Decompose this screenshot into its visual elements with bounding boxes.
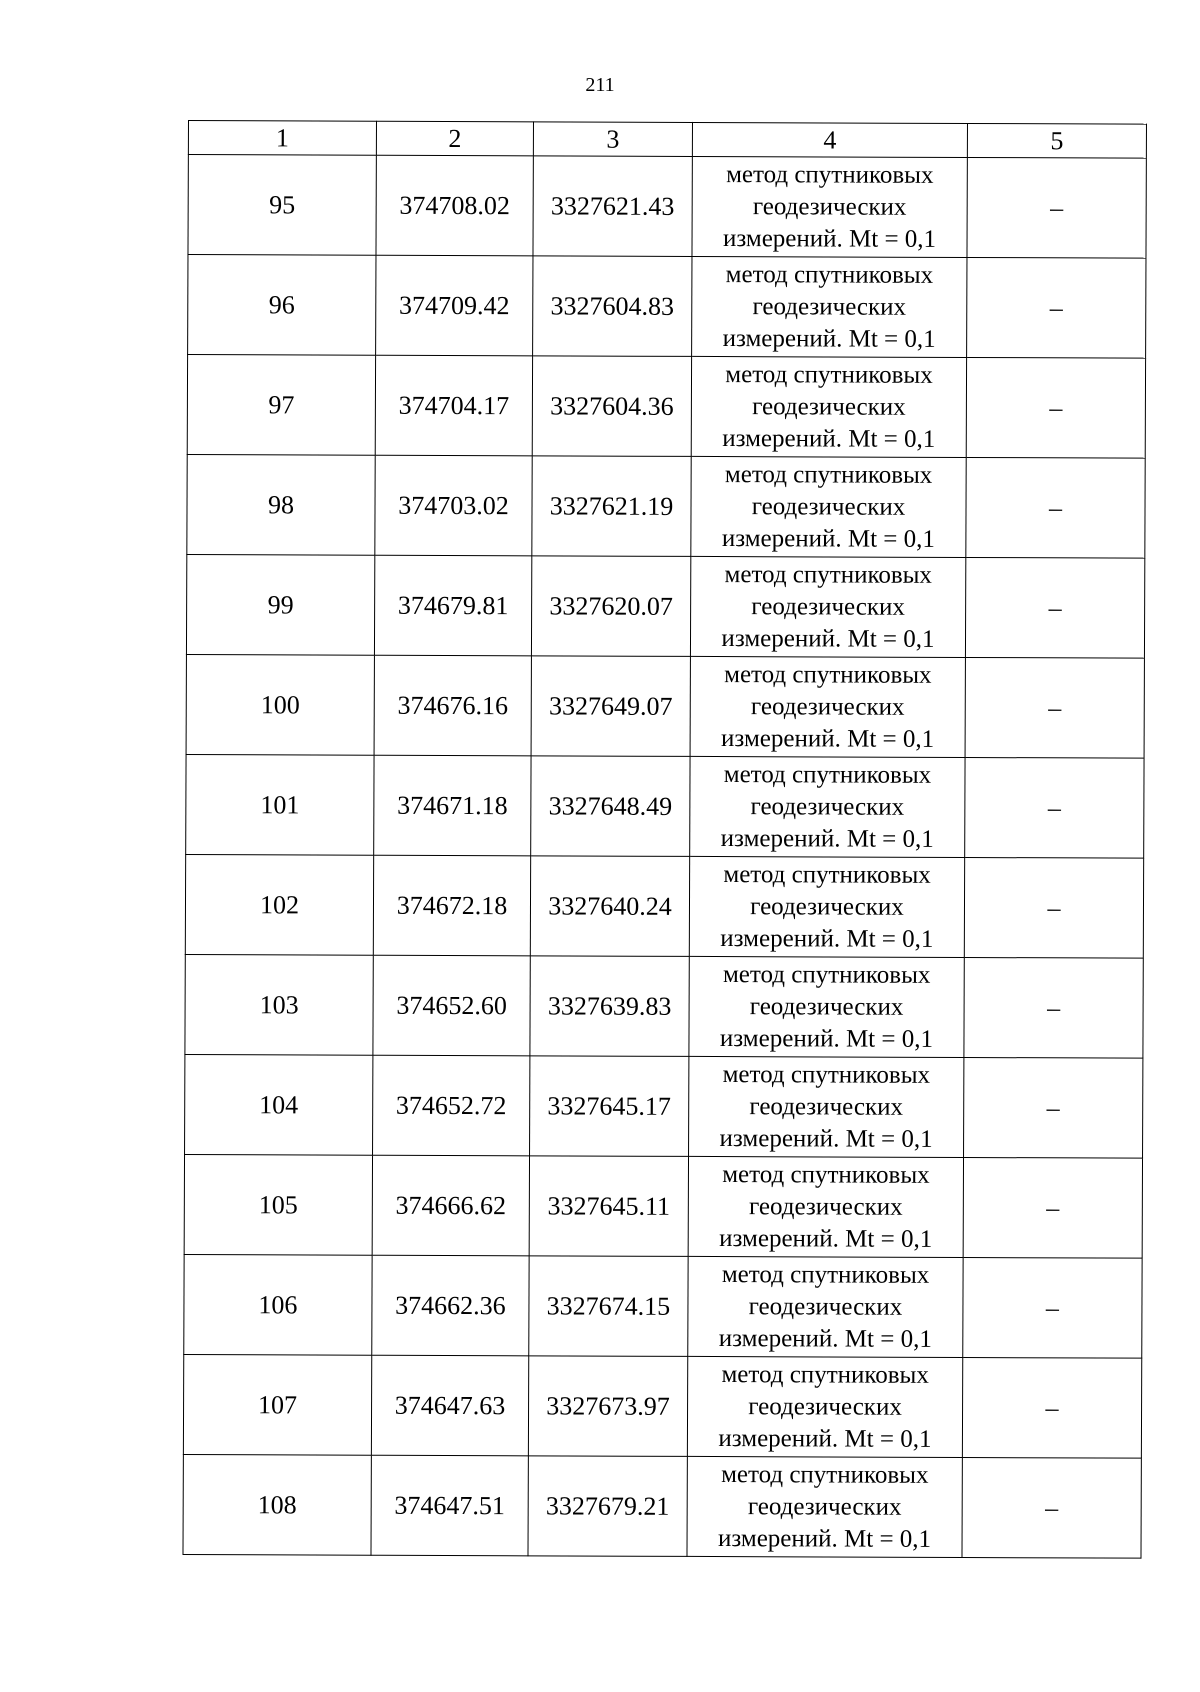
method-line: измерений. Mt = 0,1 (722, 224, 937, 253)
method-line: геодезических (748, 1292, 903, 1321)
method-cell (691, 456, 966, 557)
point-number-cell: 102 (185, 854, 373, 955)
x-coordinate-cell: 374647.63 (371, 1355, 528, 1456)
table-row (187, 454, 1145, 558)
note-cell: – (962, 1357, 1141, 1458)
method-cell (691, 356, 966, 457)
y-coordinate-cell: 3327621.19 (532, 456, 691, 557)
note-cell: – (966, 357, 1145, 458)
method-line: метод спутниковых (723, 760, 932, 789)
method-line: измерений. Mt = 0,1 (721, 524, 935, 553)
table-row (188, 155, 1146, 259)
method-line: метод спутниковых (724, 660, 932, 689)
y-coordinate-cell: 3327648.49 (531, 756, 690, 857)
point-number-cell: 106 (184, 1254, 372, 1355)
table-row (186, 754, 1144, 858)
method-cell (689, 956, 964, 1057)
table-row (183, 1354, 1141, 1458)
column-header: 4 (692, 122, 967, 157)
method-cell (689, 856, 964, 957)
point-number-cell: 108 (183, 1454, 371, 1555)
column-header: 2 (376, 121, 533, 156)
page-number: 211 (585, 74, 615, 96)
method-line: геодезических (749, 1092, 904, 1121)
y-coordinate-cell: 3327604.83 (533, 256, 692, 357)
method-cell (687, 1456, 962, 1557)
point-number-cell: 97 (187, 355, 375, 456)
x-coordinate-cell: 374652.72 (373, 1055, 530, 1156)
method-line: метод спутниковых (723, 860, 931, 889)
x-coordinate-cell: 374671.18 (374, 755, 531, 856)
note-cell: – (965, 657, 1144, 758)
method-cell (687, 1356, 962, 1457)
method-cell (690, 756, 965, 857)
method-line: измерений. Mt = 0,1 (722, 424, 936, 453)
method-line: геодезических (750, 892, 904, 921)
method-line: геодезических (747, 1492, 902, 1521)
method-line: метод спутниковых (725, 260, 934, 289)
method-cell (692, 256, 967, 357)
method-cell (692, 156, 967, 257)
note-cell: – (965, 557, 1144, 658)
method-cell (690, 556, 965, 657)
y-coordinate-cell: 3327621.43 (533, 156, 692, 257)
method-line: метод спутниковых (721, 1460, 929, 1489)
method-line: измерений. Mt = 0,1 (719, 1024, 934, 1053)
point-number-cell: 105 (184, 1154, 372, 1255)
table-row (186, 654, 1144, 758)
note-cell: – (966, 457, 1145, 558)
method-cell (690, 656, 965, 757)
method-cell (689, 1056, 964, 1157)
table-row (185, 1054, 1143, 1158)
column-header: 5 (967, 123, 1146, 158)
method-line: геодезических (751, 492, 906, 521)
y-coordinate-cell: 3327645.17 (530, 1056, 689, 1157)
x-coordinate-cell: 374704.17 (375, 355, 532, 456)
method-cell (688, 1156, 963, 1257)
point-number-cell: 95 (188, 155, 376, 256)
y-coordinate-cell: 3327639.83 (530, 956, 689, 1057)
method-line: геодезических (748, 1192, 903, 1221)
note-cell: – (964, 957, 1143, 1058)
table-row (184, 1254, 1142, 1358)
note-cell: – (963, 1157, 1142, 1258)
point-number-cell: 100 (186, 654, 374, 755)
method-line: измерений. Mt = 0,1 (720, 924, 934, 953)
x-coordinate-cell: 374676.16 (374, 655, 531, 756)
column-header: 1 (188, 121, 376, 156)
y-coordinate-cell: 3327673.97 (528, 1356, 687, 1457)
y-coordinate-cell: 3327620.07 (531, 556, 690, 657)
table-row (185, 954, 1143, 1058)
method-line: метод спутниковых (722, 1060, 931, 1089)
table-row (183, 1454, 1141, 1558)
table-row (187, 355, 1145, 459)
x-coordinate-cell: 374709.42 (376, 255, 533, 356)
method-line: измерений. Mt = 0,1 (719, 1124, 933, 1153)
method-line: метод спутниковых (725, 360, 933, 389)
point-number-cell: 107 (183, 1354, 371, 1455)
note-cell: – (967, 157, 1146, 258)
method-line: метод спутниковых (721, 1360, 929, 1389)
method-line: геодезических (750, 692, 905, 721)
table-row (186, 554, 1144, 658)
y-coordinate-cell: 3327645.11 (529, 1156, 688, 1257)
method-line: измерений. Mt = 0,1 (720, 824, 934, 853)
x-coordinate-cell: 374672.18 (373, 855, 530, 956)
method-line: измерений. Mt = 0,1 (721, 724, 935, 753)
coordinates-table (182, 120, 1147, 1559)
x-coordinate-cell: 374652.60 (373, 955, 530, 1056)
method-line: измерений. Mt = 0,1 (721, 624, 935, 653)
note-cell: – (965, 757, 1144, 858)
method-line: геодезических (752, 292, 907, 321)
method-line: геодезических (751, 592, 905, 621)
table-row (185, 854, 1143, 958)
point-number-cell: 104 (185, 1054, 373, 1155)
y-coordinate-cell: 3327649.07 (531, 656, 690, 757)
method-line: метод спутниковых (724, 560, 933, 589)
method-line: измерений. Mt = 0,1 (717, 1524, 932, 1553)
point-number-cell: 99 (186, 554, 374, 655)
method-line: измерений. Mt = 0,1 (719, 1224, 933, 1253)
note-cell: – (962, 1457, 1141, 1558)
note-cell: – (967, 257, 1146, 358)
method-line: геодезических (748, 1392, 902, 1421)
x-coordinate-cell: 374703.02 (375, 455, 532, 556)
note-cell: – (964, 1057, 1143, 1158)
method-line: метод спутниковых (726, 160, 934, 189)
method-line: измерений. Mt = 0,1 (718, 1324, 932, 1353)
note-cell: – (964, 857, 1143, 958)
point-number-cell: 96 (188, 255, 376, 356)
table-header-row (188, 121, 1146, 159)
method-line: метод спутниковых (724, 460, 933, 489)
point-number-cell: 103 (185, 954, 373, 1055)
x-coordinate-cell: 374708.02 (376, 155, 533, 256)
method-line: геодезических (752, 192, 907, 221)
method-line: измерений. Mt = 0,1 (718, 1424, 932, 1453)
table-row (188, 255, 1146, 359)
method-line: измерений. Mt = 0,1 (722, 324, 936, 353)
method-line: метод спутниковых (722, 1160, 930, 1189)
y-coordinate-cell: 3327640.24 (530, 856, 689, 957)
x-coordinate-cell: 374662.36 (372, 1255, 529, 1356)
method-line: метод спутниковых (722, 960, 931, 989)
method-cell (688, 1256, 963, 1357)
x-coordinate-cell: 374679.81 (374, 555, 531, 656)
table-row (184, 1154, 1142, 1258)
y-coordinate-cell: 3327674.15 (529, 1256, 688, 1357)
y-coordinate-cell: 3327679.21 (528, 1456, 687, 1557)
y-coordinate-cell: 3327604.36 (532, 356, 691, 457)
point-number-cell: 98 (187, 454, 375, 555)
method-line: метод спутниковых (721, 1260, 930, 1289)
point-number-cell: 101 (186, 754, 374, 855)
note-cell: – (963, 1257, 1142, 1358)
x-coordinate-cell: 374647.51 (371, 1455, 528, 1556)
table-body (183, 155, 1146, 1559)
column-header: 3 (533, 122, 692, 157)
method-line: геодезических (749, 992, 904, 1021)
method-line: геодезических (752, 392, 906, 421)
method-line: геодезических (750, 792, 905, 821)
x-coordinate-cell: 374666.62 (372, 1155, 529, 1256)
